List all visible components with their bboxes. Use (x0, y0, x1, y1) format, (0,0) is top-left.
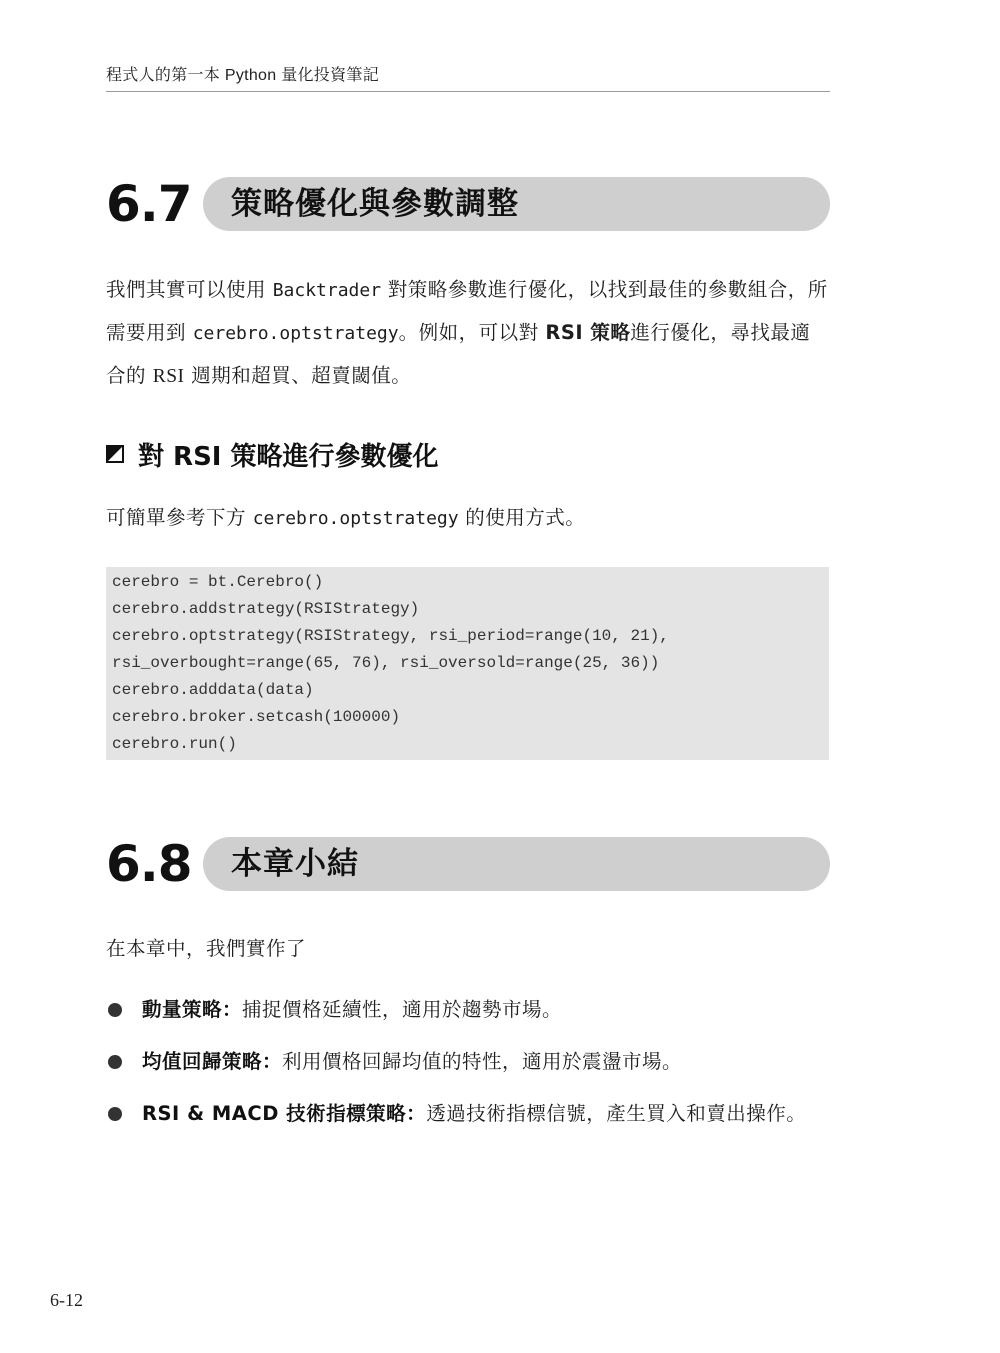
half-filled-square-icon (106, 445, 124, 463)
bold-text: RSI 策略 (545, 321, 631, 344)
serif-text: RSI (152, 366, 185, 387)
text-run: 週期和超買、超賣閾值。 (184, 364, 412, 387)
usage-note (106, 497, 830, 540)
summary-list (106, 988, 830, 1144)
list-item (106, 988, 830, 1032)
bullet-lead: RSI & MACD 技術指標策略： (142, 1102, 427, 1125)
subheading (106, 434, 439, 474)
page-number: 6-12 (50, 1290, 83, 1310)
section-title-band (203, 837, 830, 891)
bullet-text: 捕捉價格延續性，適用於趨勢市場。 (242, 998, 563, 1021)
text-run: 我們其實可以使用 (106, 278, 273, 301)
section-heading-6-8 (106, 837, 830, 891)
bullet-lead: 動量策略： (142, 998, 243, 1021)
code-line: rsi_overbought=range(65, 76), rsi_oversold=range(25, 36)) (112, 654, 660, 672)
text-run: 的使用方式。 (458, 506, 586, 529)
section-title: 策略優化與參數調整 (231, 186, 519, 222)
bullet-lead: 均值回歸策略： (142, 1050, 283, 1073)
code-line: cerebro.addstrategy(RSIStrategy) (112, 600, 420, 618)
bullet-text: 透過技術指標信號，產生買入和賣出操作。 (426, 1102, 807, 1125)
list-item (106, 1040, 830, 1084)
code-line: cerebro.run() (112, 735, 237, 753)
section-title: 本章小結 (231, 846, 359, 882)
code-line: cerebro.adddata(data) (112, 681, 314, 699)
section-number: 6.7 (106, 175, 192, 233)
bullet-dot-icon (108, 1055, 122, 1069)
running-header: 程式人的第一本 Python 量化投資筆記 (106, 67, 380, 84)
code-line: cerebro = bt.Cerebro() (112, 573, 324, 591)
text-run: 對策略參數進行優化，以找到最佳的參數組合，所需要用到 (106, 278, 828, 344)
section-number: 6.8 (106, 835, 192, 893)
code-line: cerebro.broker.setcash(100000) (112, 708, 401, 726)
section-heading-6-7 (106, 177, 830, 231)
intro-paragraph (106, 269, 830, 398)
bullet-dot-icon (108, 1107, 122, 1121)
inline-code: cerebro.optstrategy (252, 508, 459, 529)
list-item (106, 1092, 830, 1136)
summary-intro: 在本章中，我們實作了 (106, 937, 307, 960)
inline-code: Backtrader (272, 280, 382, 301)
subheading-text: 對 RSI 策略進行參數優化 (138, 441, 439, 472)
code-line: cerebro.optstrategy(RSIStrategy, rsi_period=range(10, 21), (112, 627, 669, 645)
text-run: 進行優化，尋找最適合的 (106, 321, 811, 387)
text-run: 。例如，可以對 (398, 321, 546, 344)
header-rule (106, 91, 830, 92)
bullet-dot-icon (108, 1003, 122, 1017)
section-title-band (203, 177, 830, 231)
text-run: 可簡單參考下方 (106, 506, 253, 529)
code-block (106, 567, 829, 760)
bullet-text: 利用價格回歸均值的特性，適用於震盪市場。 (282, 1050, 683, 1073)
inline-code: cerebro.optstrategy (192, 323, 399, 344)
